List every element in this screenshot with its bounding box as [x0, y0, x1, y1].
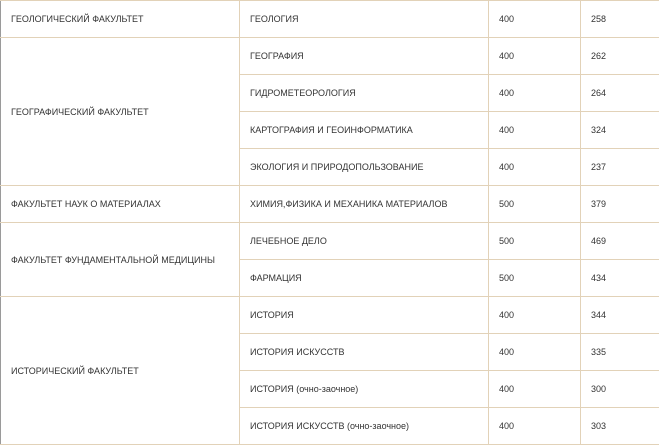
table-row — [1, 297, 659, 334]
plan-value-cell: 500 — [489, 186, 581, 223]
program-name-cell: ГЕОЛОГИЯ — [240, 1, 489, 38]
plan-value-cell: 400 — [489, 371, 581, 408]
table-row — [1, 1, 659, 38]
score-value-cell: 434 — [581, 260, 659, 297]
program-name-cell: ИСТОРИЯ ИСКУССТВ — [240, 334, 489, 371]
faculty-name-cell: ИСТОРИЧЕСКИЙ ФАКУЛЬТЕТ — [1, 297, 240, 445]
score-value-cell: 379 — [581, 186, 659, 223]
faculty-name-cell: ФАКУЛЬТЕТ НАУК О МАТЕРИАЛАХ — [1, 186, 240, 223]
score-value-cell: 344 — [581, 297, 659, 334]
program-name-cell: ИСТОРИЯ ИСКУССТВ (очно-заочное) — [240, 408, 489, 445]
score-value-cell: 264 — [581, 75, 659, 112]
plan-value-cell: 400 — [489, 408, 581, 445]
program-name-cell: ИСТОРИЯ — [240, 297, 489, 334]
plan-value-cell: 400 — [489, 38, 581, 75]
program-name-cell: ЛЕЧЕБНОЕ ДЕЛО — [240, 223, 489, 260]
score-value-cell: 262 — [581, 38, 659, 75]
table-row — [1, 186, 659, 223]
plan-value-cell: 400 — [489, 297, 581, 334]
score-value-cell: 237 — [581, 149, 659, 186]
program-name-cell: КАРТОГРАФИЯ И ГЕОИНФОРМАТИКА — [240, 112, 489, 149]
program-name-cell: ГЕОГРАФИЯ — [240, 38, 489, 75]
faculty-name-cell: ГЕОЛОГИЧЕСКИЙ ФАКУЛЬТЕТ — [1, 1, 240, 38]
score-value-cell: 335 — [581, 334, 659, 371]
program-name-cell: ЭКОЛОГИЯ И ПРИРОДОПОЛЬЗОВАНИЕ — [240, 149, 489, 186]
plan-value-cell: 400 — [489, 149, 581, 186]
admissions-table-body — [1, 1, 659, 445]
program-name-cell: ИСТОРИЯ (очно-заочное) — [240, 371, 489, 408]
program-name-cell: ГИДРОМЕТЕОРОЛОГИЯ — [240, 75, 489, 112]
program-name-cell: ХИМИЯ,ФИЗИКА И МЕХАНИКА МАТЕРИАЛОВ — [240, 186, 489, 223]
table-row — [1, 38, 659, 75]
plan-value-cell: 500 — [489, 223, 581, 260]
score-value-cell: 469 — [581, 223, 659, 260]
plan-value-cell: 400 — [489, 75, 581, 112]
faculty-name-cell: ГЕОГРАФИЧЕСКИЙ ФАКУЛЬТЕТ — [1, 38, 240, 186]
plan-value-cell: 500 — [489, 260, 581, 297]
plan-value-cell: 400 — [489, 1, 581, 38]
score-value-cell: 303 — [581, 408, 659, 445]
faculty-name-cell: ФАКУЛЬТЕТ ФУНДАМЕНТАЛЬНОЙ МЕДИЦИНЫ — [1, 223, 240, 297]
program-name-cell: ФАРМАЦИЯ — [240, 260, 489, 297]
plan-value-cell: 400 — [489, 334, 581, 371]
score-value-cell: 300 — [581, 371, 659, 408]
score-value-cell: 324 — [581, 112, 659, 149]
plan-value-cell: 400 — [489, 112, 581, 149]
table-row — [1, 223, 659, 260]
score-value-cell: 258 — [581, 1, 659, 38]
